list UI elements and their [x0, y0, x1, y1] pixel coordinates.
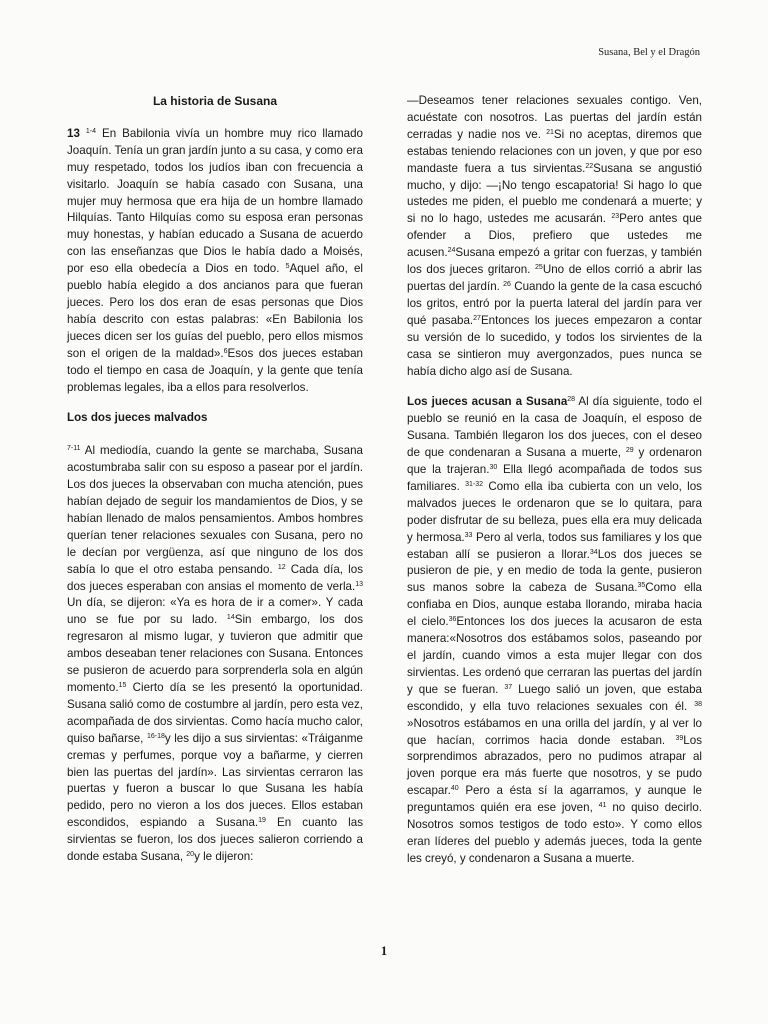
verse-text: Cierto día se les presentó la oportunidad. Susana salió como de costumbre al jardín, pero esta vez, acompañada de dos sirvientas. Como hacía mucho calor, quiso bañarse,: [67, 681, 363, 745]
verse-text: Uno de ellos corrió a abrir las puertas del jardín.: [407, 263, 702, 293]
verse-number: 13: [355, 580, 363, 588]
verse-text: Al día siguiente, todo el pueblo se reunió en la casa de Joaquín, el esposo de Susana. También llegaron los dos jueces, con el deseo de que condenaran a Susana a muerte,: [407, 395, 702, 460]
verse-text: —Deseamos tener relaciones sexuales contigo. Ven, acuéstate con nosotros. Las puertas del jardín están cerradas y nadie nos ve.: [407, 94, 702, 141]
verse-text: Cada día, los dos jueces esperaban con ansias el momento de verla.: [67, 562, 363, 593]
verse-text: Como ella confiaba en Dios, aunque estaba llorando, miraba hacia el cielo.: [407, 581, 702, 629]
verse-text: y le dijeron:: [194, 850, 254, 864]
section-heading-acusan: Los jueces acusan a Susana: [407, 395, 568, 409]
verse-number: 26: [503, 280, 511, 288]
running-header: Susana, Bel y el Dragón: [598, 47, 700, 58]
verse-number: 6: [223, 347, 228, 355]
verse-number: 36: [448, 616, 457, 624]
verse-text: »Nosotros estábamos en una orilla del jardín, y al ver lo que hacían, corrimos hacia donde estaban.: [407, 716, 702, 747]
left-column: [67, 93, 363, 880]
verse-number: 21: [546, 128, 554, 136]
paragraph-malvados: [67, 443, 363, 866]
verse-text: Entonces los jueces empezaron a contar su versión de lo sucedido, y todos los sirvientes de la casa se sintieron muy avergonzados, pues nunca se había dicho algo así de Susana.: [407, 313, 703, 378]
verse-text: Aquel año, el pueblo había elegido a dos ancianos para que fueran jueces. Pero los dos eran de esas personas que Dios había descrito con estas palabras: «En Babilonia los jueces dicen ser los guías del pueblo, pero ellos mismos son el origen de la maldad».: [67, 262, 364, 360]
verse-text: Ella llegó acompañada de todos sus familiares.: [407, 463, 702, 493]
verse-number: 23: [611, 213, 620, 221]
verse-text: Si no aceptas, diremos que estabas teniendo relaciones con un joven, y que por eso mandaste fuera a tus sirvientas.: [407, 127, 702, 175]
right-column: [407, 93, 702, 882]
verse-number: 40: [450, 785, 459, 793]
verse-number: 30: [489, 464, 498, 472]
verse-text: Luego salió un joven, que estaba escondido, y ella tuvo relaciones sexuales con él.: [407, 682, 702, 713]
verse-number: 38: [694, 700, 702, 708]
paragraph-malvados-cont: [407, 93, 702, 380]
verse-number: 27: [473, 314, 481, 322]
verse-number: 25: [535, 264, 543, 272]
verse-text: y ordenaron que la trajeran.: [407, 446, 702, 477]
verse-text: Pero antes que ofender a Dios, prefiero que ustedes me acusen.: [407, 212, 702, 260]
verse-number: 5: [285, 263, 290, 271]
verse-text: Los sorprendimos abrazados, pero no pudimos atrapar al joven porque era más fuerte que nosotros, y se pudo escapar.: [407, 733, 702, 798]
verse-number: 22: [585, 162, 594, 170]
verse-number: 24: [447, 247, 456, 255]
verse-number: 14: [226, 614, 235, 622]
verse-number: 41: [598, 802, 607, 810]
verse-text: Entonces los dos jueces la acusaron de esta manera:«Nosotros dos estábamos solos, paseando por el jardín, cuando vimos a esta mujer llegar con dos sirvientas. Les ordenó que cerraran las puertas del jardín y que se fueran.: [407, 615, 702, 696]
verse-number: 29: [625, 447, 634, 455]
verse-number: 37: [504, 683, 513, 691]
verse-text: Susana empezó a gritar con fuerzas, y también los dos jueces gritaron.: [407, 246, 702, 277]
verse-number: 19: [258, 817, 266, 825]
verse-number: 15: [118, 682, 127, 689]
verse-text: Como ella iba cubierta con un velo, los malvados jueces le ordenaron que se lo quitara, para poder disfrutar de su belleza, pues ella era muy delicada y hermosa.: [407, 479, 702, 544]
verse-text: Al mediodía, cuando la gente se marchaba, Susana acostumbraba salir con su esposo a pasear por el jardín. Los dos jueces la observaban con mucha atención, pues habían dejado de seguir los mandamientos de Dios, y se habían llenado de malos pensamientos. Ambos hombres querían tener relaciones sexuales con Susana, pero no le decían por vergüenza, así que ninguno de los dos sabía lo que el otro estaba pensando.: [67, 444, 363, 576]
verse-text: Cuando la gente de la casa escuchó los gritos, entró por la puerta lateral del jardín para ver qué pasaba.: [407, 279, 702, 327]
verse-text: Los dos jueces se pusieron de pie, y en medio de toda la gente, pusieron sus manos sobre la cabeza de Susana.: [407, 547, 703, 595]
verse-number: 33: [464, 531, 473, 539]
verse-text: Sin embargo, los dos regresaron al mismo lugar, y tuvieron que admitir que ambos deseaban tener relaciones con Susana. Entonces se pusieron de acuerdo para sorprenderla sola en algún momento.: [67, 613, 363, 694]
verse-number: 34: [589, 548, 598, 556]
verse-text: y les dijo a sus sirvientas: «Tráiganme cremas y perfumes, porque voy a bañarme, y cierren bien las puertas del jardín». Las sirvientas cerraron las puertas y fueron a buscar lo que Susana les había pedido, pero no vieron a los dos jueces. Ellos estaban escondidos, espiando a Susana.: [67, 731, 363, 830]
document-title: La historia de Susana: [152, 94, 278, 108]
section-heading-malvados: Los dos jueces malvados: [67, 411, 208, 425]
verse-text: Pero a ésta sí la agarramos, y aunque le preguntamos quién era ese joven,: [407, 784, 702, 815]
verse-number: 7-11: [67, 445, 81, 453]
verse-number: 16-18: [146, 732, 165, 740]
verse-text: Un día, se dijeron: «Ya es hora de ir a comer». Y cada uno se fue por su lado.: [67, 596, 363, 627]
verse-number: 1-4: [85, 127, 97, 135]
paragraph-intro: [67, 126, 363, 397]
verse-number: 12: [277, 563, 286, 571]
verse-number: 28: [567, 396, 576, 404]
verse-number: 35: [637, 582, 646, 590]
verse-text: En cuanto las sirvientas se fueron, los dos jueces salieron corriendo a donde estaba Susana,: [67, 816, 363, 864]
verse-number: 31-32: [465, 480, 484, 488]
verse-text: Esos dos jueces estaban todo el tiempo en casa de Joaquín, y la gente que tenía problemas legales, iba a ellos para resolverlos.: [67, 346, 364, 394]
verse-text: En Babilonia vivía un hombre muy rico llamado Joaquín. Tenía un gran jardín junto a su casa, y como era muy respetado, todos los judíos iban con frecuencia a visitarlo. Joaquín se había casado con Susana, una mujer muy hermosa que era hija de un hombre llamado Hilquías. Tanto Hilquías como su esposa eran personas muy honestas, y habían educado a Susana de acuerdo con las enseñanzas que Dios le había dado a Moisés, por eso ella obedecía a Dios en todo.: [67, 126, 363, 276]
paragraph-acusan: [407, 394, 702, 867]
verse-text: Pero al verla, todos sus familiares y los que estaban allí se pusieron a llorar.: [407, 530, 702, 561]
verse-number: 20: [186, 851, 195, 859]
chapter-number: 13: [67, 126, 80, 140]
page-number: 1: [380, 944, 388, 958]
verse-text: Susana se angustió mucho, y dijo: —¡No tengo escapatoria! Si hago lo que ustedes me piden, el pueblo me condenará a muerte; y si no lo hago, ustedes me acusarán.: [407, 161, 703, 226]
verse-text: no quiso decirlo. Nosotros somos testigos de todo esto». Y como ellos eran líderes del pueblo y además jueces, toda la gente les creyó, y condenaron a Susana a muerte.: [407, 801, 703, 865]
verse-number: 39: [675, 734, 684, 742]
